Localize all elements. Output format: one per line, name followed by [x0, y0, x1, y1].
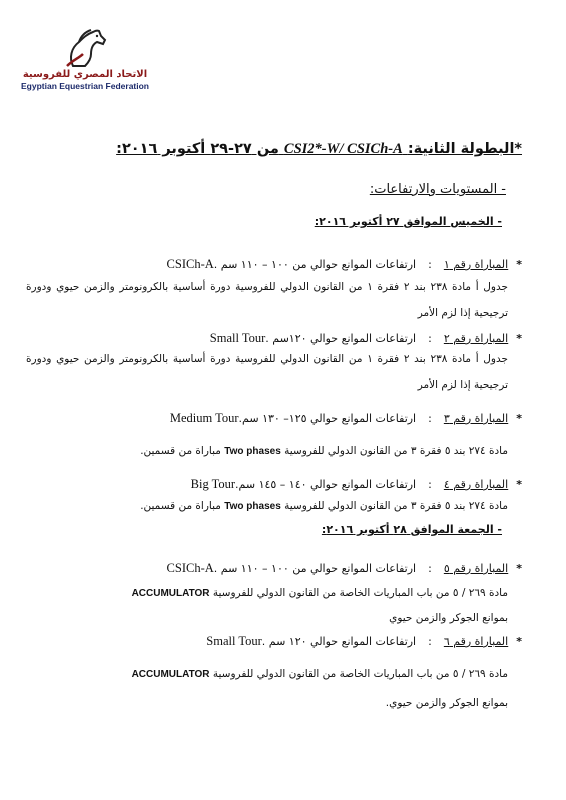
bullet: * [516, 332, 522, 345]
match-line: *المباراة رقم ١:ارتفاعات الموانع حوالي من ١٠٠ – ١١٠ سم .CSICh-A [166, 257, 522, 271]
match-heights: ارتفاعات الموانع حوالي ١٢٠ سم . [261, 635, 417, 648]
match-note: جدول أ مادة ٢٣٨ بند ٢ فقرة ١ من القانون الدولي للفروسية دورة أساسية بالكرونومتر والزمن حيوي ودورة ترجيحية إذا لزم الأمر [26, 353, 509, 391]
note-text: مادة ٢٦٩ / ٥ من باب المباريات الخاصة من القانون الدولي للفروسية [212, 587, 508, 599]
note-term: ACCUMULATOR [131, 588, 210, 599]
match-heights: ارتفاعات الموانع حوالي من ١٠٠ – ١١٠ سم . [213, 562, 417, 575]
bullet: * [516, 478, 522, 491]
day-heading: - الخميس الموافق ٢٧ أكتوبر ٢٠١٦: [314, 215, 502, 228]
match-number: المباراة رقم ٣ [443, 412, 509, 425]
match-level: CSICh-A [166, 561, 214, 575]
note-term: Two phases [224, 446, 281, 457]
note-end: بموانع الجوكر والزمن حيوي [389, 612, 508, 624]
match-heights: ارتفاعات الموانع حوالي ١٢٠سم . [265, 332, 417, 345]
match-heights: ارتفاعات الموانع حوالي من ١٠٠ – ١١٠ سم . [213, 258, 417, 271]
note-term: Two phases [224, 501, 281, 512]
match-note [26, 438, 508, 465]
match-heights: ارتفاعات الموانع حوالي ١٢٥– ١٣٠ سم. [238, 412, 417, 425]
match-level: Medium Tour [169, 411, 239, 425]
title-dates: من ٢٧-٢٩ أكتوبر ٢٠١٦: [116, 141, 279, 157]
match-number: المباراة رقم ٦ [443, 635, 509, 648]
match-line: *المباراة رقم ٥:ارتفاعات الموانع حوالي من ١٠٠ – ١١٠ سم .CSICh-A [166, 561, 522, 575]
match-note [26, 493, 508, 520]
note-end: بموانع الجوكر والزمن حيوي. [385, 697, 508, 709]
note-term: ACCUMULATOR [131, 669, 210, 680]
levels-heading: - المستويات والارتفاعات: [369, 182, 506, 197]
match-line: *المباراة رقم ٢:ارتفاعات الموانع حوالي ١٢٠سم .Small Tour [209, 331, 522, 345]
match-note [26, 581, 508, 631]
bullet: * [516, 258, 522, 271]
day-heading: - الجمعة الموافق ٢٨ أكتوبر ٢٠١٦: [321, 523, 502, 536]
note-end: مباراة من قسمين. [140, 500, 221, 512]
title-class: CSI2*-W/ CSICh-A [283, 141, 403, 157]
match-level: CSICh-A [166, 257, 214, 271]
page-title [30, 141, 522, 158]
note-text: مادة ٢٦٩ / ٥ من باب المباريات الخاصة من القانون الدولي للفروسية [212, 668, 508, 680]
note-text: مادة ٢٧٤ بند ٥ فقرة ٣ من القانون الدولي للفروسية [284, 500, 508, 512]
match-number: المباراة رقم ٢ [443, 332, 509, 345]
bullet: * [516, 412, 522, 425]
match-number: المباراة رقم ٤ [443, 478, 509, 491]
match-line: *المباراة رقم ٦:ارتفاعات الموانع حوالي ١٢٠ سم .Small Tour [206, 634, 522, 648]
match-level: Small Tour [209, 331, 266, 345]
match-number: المباراة رقم ٥ [443, 562, 509, 575]
bullet: * [516, 635, 522, 648]
logo-english-name: Egyptian Equestrian Federation [21, 81, 149, 91]
match-note: جدول أ مادة ٢٣٨ بند ٢ فقرة ١ من القانون الدولي للفروسية دورة أساسية بالكرونومتر والزمن حيوي ودورة ترجيحية إذا لزم الأمر [26, 281, 509, 319]
note-text: مادة ٢٧٤ بند ٥ فقرة ٣ من القانون الدولي للفروسية [284, 445, 508, 457]
match-heights: ارتفاعات الموانع حوالي ١٤٠ – ١٤٥ سم. [235, 478, 417, 491]
federation-logo [20, 28, 150, 100]
bullet: * [516, 562, 522, 575]
match-note [26, 660, 508, 717]
title-prefix: *البطولة الثانية: [407, 141, 522, 157]
match-level: Big Tour [190, 477, 236, 491]
note-end: مباراة من قسمين. [140, 445, 221, 457]
match-line: *المباراة رقم ٤:ارتفاعات الموانع حوالي ١٤٠ – ١٤٥ سم.Big Tour [190, 477, 522, 491]
horse-head-icon [59, 28, 111, 68]
logo-arabic-name: الاتحاد المصري للفروسية [22, 69, 148, 80]
match-level: Small Tour [206, 634, 262, 648]
match-line: *المباراة رقم ٣:ارتفاعات الموانع حوالي ١٢٥– ١٣٠ سم.Medium Tour [169, 411, 522, 425]
match-number: المباراة رقم ١ [443, 258, 509, 271]
